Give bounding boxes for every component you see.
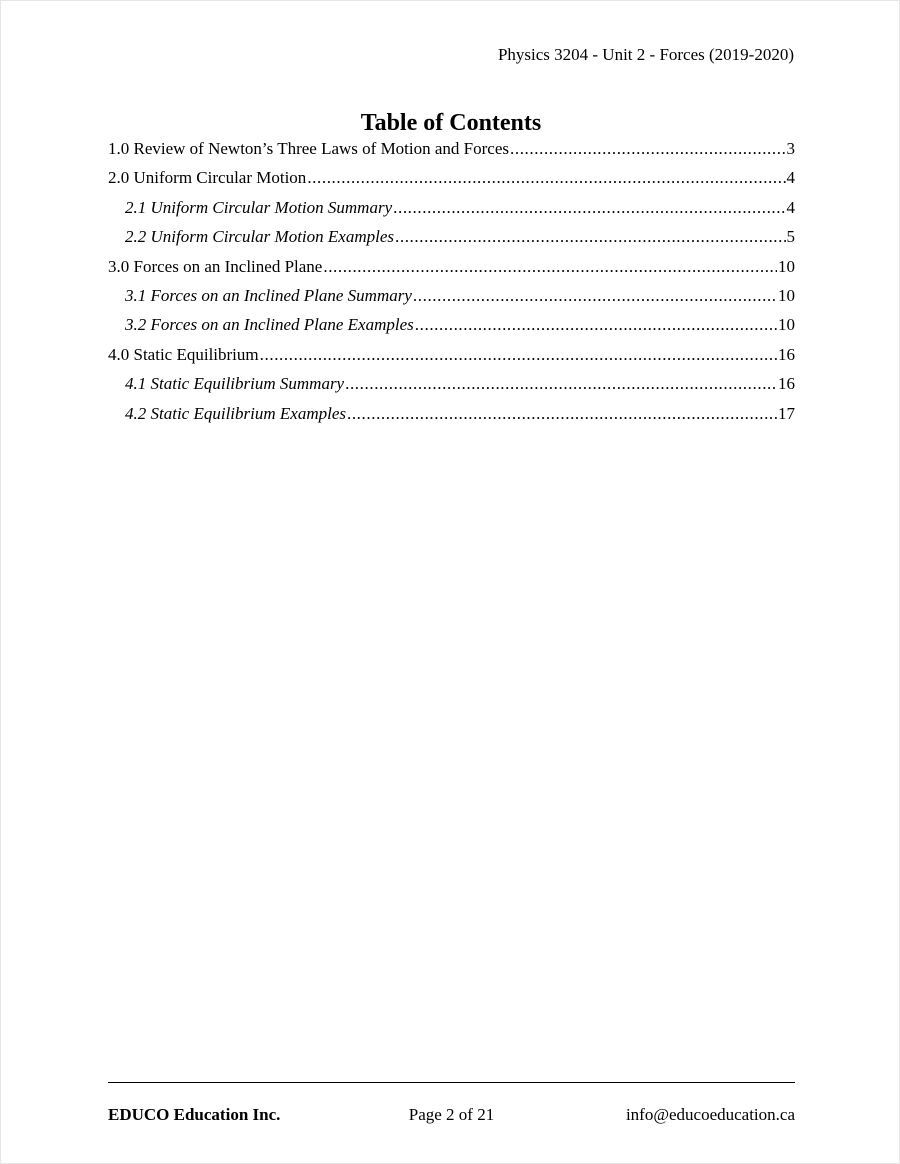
toc-title: Table of Contents [360,110,542,136]
running-header: Physics 3204 - Unit 2 - Forces (2019-2020) [497,45,794,64]
page-footer [108,1103,795,1127]
toc-entry-label: 1.0 Review of Newton’s Three Laws of Motion and Forces [108,139,509,158]
dot-leader [260,343,777,367]
toc-entry-page: 17 [778,403,795,423]
toc-entry-label: 2.0 Uniform Circular Motion [108,168,307,188]
toc-entry-label: 4.2 Static Equilibrium Examples [125,403,346,423]
toc-entry-2-1[interactable] [108,196,795,225]
dot-leader [323,255,777,279]
toc-entry-label: 4.0 Static Equilibrium [108,344,259,364]
dot-leader [345,372,777,396]
dot-leader [415,313,777,337]
toc-entry-3-0[interactable] [108,255,795,284]
toc-entry-3-1[interactable] [108,284,795,313]
toc-entry-label: 3.1 Forces on an Inclined Plane Summary [125,285,412,305]
dot-leader [393,196,785,220]
footer-email: info@educoeducation.ca [625,1105,795,1124]
toc-entry-2-0[interactable] [108,166,795,195]
toc-entry-page: 10 [778,256,795,276]
dot-leader [413,284,777,308]
toc-entry-1-0[interactable] [108,137,795,166]
toc-entry-page: 5 [786,227,795,247]
dot-leader [395,225,786,249]
toc-entry-label: 3.2 Forces on an Inclined Plane Examples [125,315,414,335]
toc-entry-page: 10 [778,285,795,305]
toc-entry-2-2[interactable] [108,225,795,254]
toc-entry-4-1[interactable] [108,372,795,401]
toc-entry-page: 10 [778,315,795,335]
toc-entry-page: 16 [778,344,795,364]
toc-entry-4-0[interactable] [108,343,795,372]
toc-entry-page: 4 [786,197,795,217]
toc-entry-label: 2.1 Uniform Circular Motion Summary [125,197,393,217]
toc-entry-label: 3.0 Forces on an Inclined Plane [108,256,323,276]
toc-entry-3-2[interactable] [108,313,795,342]
dot-leader [307,166,785,190]
footer-company: EDUCO Education Inc. [108,1105,281,1124]
toc-entry-4-2[interactable] [108,402,795,431]
footer-divider [108,1082,795,1083]
toc-entry-page: 16 [778,374,795,394]
table-of-contents [108,137,795,431]
toc-entry-page: 4 [786,168,795,188]
footer-page-number: Page 2 of 21 [408,1105,495,1124]
toc-entry-label: 4.1 Static Equilibrium Summary [125,374,345,394]
toc-entry-label: 2.2 Uniform Circular Motion Examples [125,227,394,247]
dot-leader [510,137,786,161]
dot-leader [347,402,777,426]
toc-entry-page: 3 [786,139,795,158]
